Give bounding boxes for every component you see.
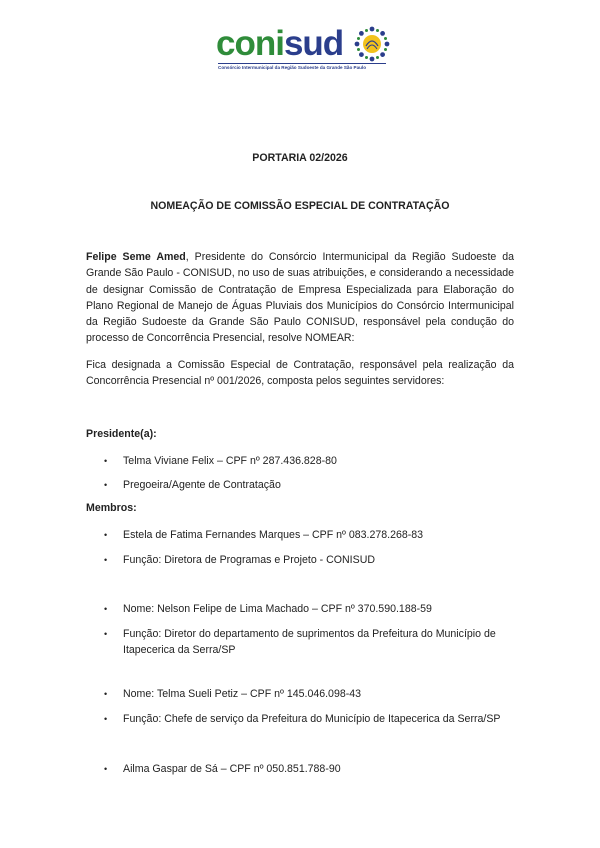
logo-wordmark: conisud	[216, 24, 344, 63]
members-heading: Membros:	[86, 502, 137, 514]
bullet: •	[104, 604, 108, 614]
intro-paragraph	[86, 249, 514, 347]
list-item: • Telma Viviane Felix – CPF nº 287.436.828-80	[104, 455, 337, 467]
bullet: •	[104, 629, 108, 639]
bullet: •	[104, 456, 108, 466]
intro-text: , Presidente do Consórcio Intermunicipal da Região Sudoeste da Grande São Paulo - CONISUD, no uso de suas atribuições, e considerando a necessidade de designar Comissão de Contratação de Empresa Especializada para Elaboração do Plano Regional de Manejo de Águas Pluviais dos Municípios do Consórcio Intermunicipal da Região Sudoeste da Grande São Paulo CONISUD, responsável pela condução do processo de Concorrência Presencial, resolve NOMEAR:	[86, 251, 515, 345]
list-item: • Nome: Nelson Felipe de Lima Machado – CPF nº 370.590.188-59	[104, 603, 432, 615]
bullet: •	[104, 689, 108, 699]
list-item: • Pregoeira/Agente de Contratação	[104, 479, 281, 491]
bullet: •	[104, 714, 108, 724]
list-item: • Ailma Gaspar de Sá – CPF nº 050.851.788-90	[104, 763, 341, 775]
list-item: • Função: Diretor do departamento de suprimentos da Prefeitura do Município de Itapecerica da Serra/SP	[104, 628, 496, 656]
portaria-number: PORTARIA 02/2026	[252, 152, 348, 164]
president-heading: Presidente(a):	[86, 428, 157, 440]
bullet: •	[104, 555, 108, 565]
list-item: • Nome: Telma Sueli Petiz – CPF nº 145.046.098-43	[104, 688, 362, 700]
designation-paragraph: Fica designada a Comissão Especial de Contratação, responsável pela realização da Concorrência Presencial nº 001/2026, composta pelos seguintes servidores:	[86, 359, 514, 388]
logo-subtitle: Consórcio Intermunicipal da Região Sudoeste da Grande São Paulo	[218, 63, 386, 70]
logo-emblem-icon	[352, 24, 392, 64]
bullet: •	[104, 764, 108, 774]
bullet: •	[104, 480, 108, 490]
bullet: •	[104, 530, 108, 540]
list-item: • Função: Diretora de Programas e Projeto - CONISUD	[104, 554, 375, 566]
conisud-logo	[216, 22, 392, 74]
list-item: • Função: Chefe de serviço da Prefeitura do Município de Itapecerica da Serra/SP	[104, 713, 501, 725]
document-heading: NOMEAÇÃO DE COMISSÃO ESPECIAL DE CONTRATAÇÃO	[150, 200, 450, 212]
list-item: • Estela de Fatima Fernandes Marques – CPF nº 083.278.268-83	[104, 529, 424, 541]
intro-name: Felipe Seme Amed	[86, 251, 186, 263]
